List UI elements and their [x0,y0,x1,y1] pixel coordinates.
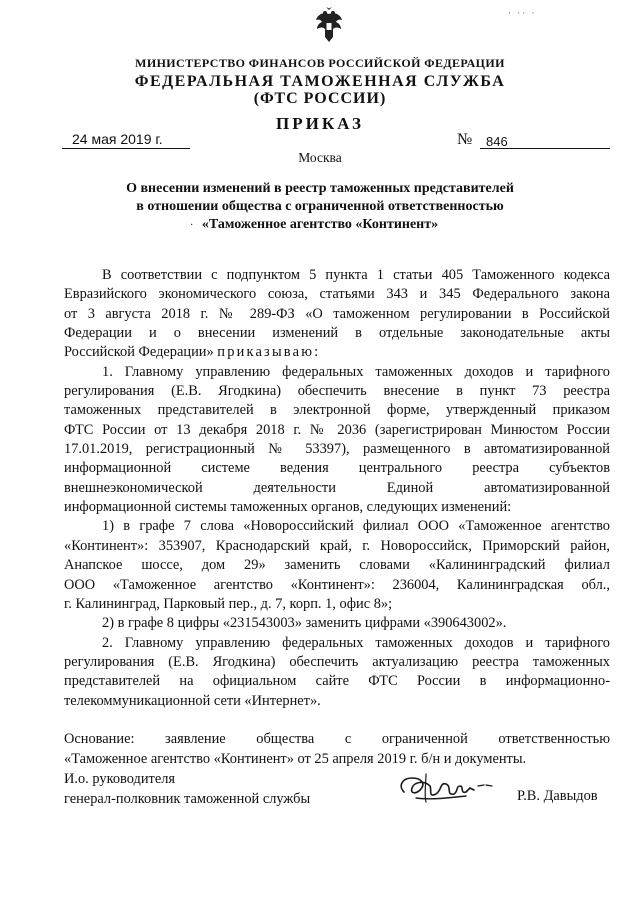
subitem-1-line: ООО «Таможенное агентство «Континент»: 236004, Калининградская обл., [64,576,610,593]
signatory-position [64,770,310,809]
order-date: 24 мая 2019 г. [72,131,163,147]
position-line: генерал-полковник таможенной службы [64,790,311,807]
basis-line: «Таможенное агентство «Континент» от 25 апреля 2019 г. б/н и документы. [64,750,527,767]
subitem-1-line: «Континент»: 353907, Краснодарский край, г. Новороссийск, Приморский район, [64,537,610,554]
city: Москва [298,150,342,165]
order-subject [0,180,640,234]
service-short-name: (ФТС РОССИИ) [253,90,387,107]
scan-mark: · [190,220,194,231]
item-1-line: 1. Главному управлению федеральных таможенных доходов и тарифного [102,363,610,380]
item-1-line: внешнеэкономической деятельности Единой автоматизированной [64,479,610,496]
item-1-line: таможенных представителей в электронной форме, утвержденный приказом [64,402,610,419]
document-type: ПРИКАЗ [276,114,364,133]
preamble-line: В соответствии с подпунктом 5 пункта 1 статьи 405 Таможенного кодекса [102,267,610,283]
position-line: И.о. руководителя [64,771,176,787]
subitem-2: 2) в графе 8 цифры «231543003» заменить цифрами «390643002». [102,615,507,632]
scan-marks: · ·· · [508,8,537,18]
item-2-line: регулирования (Е.В. Ягодкина) обеспечить актуализацию реестра таможенных [64,653,610,670]
ministry-name: МИНИСТЕРСТВО ФИНАНСОВ РОССИЙСКОЙ ФЕДЕРАЦИИ [135,56,505,70]
subitem-1-line: Анапское шоссе, дом 29» заменить словами «Калининградский филиал [64,557,610,574]
subject-line: «Таможенное агентство «Континент» [201,217,439,232]
basis-line: Основание: заявление общества с ограниченной ответственностью [64,731,610,748]
preamble-line: Российской Федерации» [64,344,214,361]
item-1-line: информационной системы таможенных органов, следующих изменений: [64,499,512,516]
item-1-line: 17.01.2019, регистрационный № 53397), размещенного в автоматизированной [64,441,610,458]
number-sign: № [457,131,473,148]
item-2-line: представителей на официальном сайте ФТС России в информационно- [64,673,610,690]
item-2-line: 2. Главному управлению федеральных таможенных доходов и тарифного [102,634,610,651]
item-1-line: регулирования (Е.В. Ягодкина) обеспечить внесение в пункт 73 реестра [64,383,610,400]
preamble-final-line [64,343,610,362]
handwritten-signature [396,768,502,808]
signatory-name: Р.В. Давыдов [517,788,598,804]
subject-line: в отношении общества с ограниченной ответственностью [136,199,504,214]
item-1-line: информационной системе ведения центрального реестра субъектов [64,460,610,477]
subitem-1-line: г. Калининград, Парковый пер., д. 7, корп. 1, офис 8»; [64,595,393,612]
preamble-line: от 3 августа 2018 г. № 289-ФЗ «О таможенном регулировании в Российской [64,305,610,322]
order-number: 846 [486,134,508,149]
item-2-line: телекоммуникационной сети «Интернет». [64,692,321,709]
subject-line: О внесении изменений в реестр таможенных представителей [126,181,514,196]
preamble-line: Федерации и о внесении изменений в отдельные законодательные акты [64,325,610,342]
subitem-1-line: 1) в графе 7 слова «Новороссийский филиал ООО «Таможенное агентство [102,518,610,535]
service-name: ФЕДЕРАЛЬНАЯ ТАМОЖЕННАЯ СЛУЖБА [134,73,506,90]
order-word: приказываю: [217,344,321,361]
item-1-line: ФТС России от 13 декабря 2018 г. № 2036 (зарегистрирован Минюстом России [64,421,610,438]
russian-coat-of-arms-icon [314,6,344,44]
order-body [64,266,610,769]
preamble-line: Евразийского экономического союза, статьями 343 и 345 Федерального закона [64,286,610,303]
